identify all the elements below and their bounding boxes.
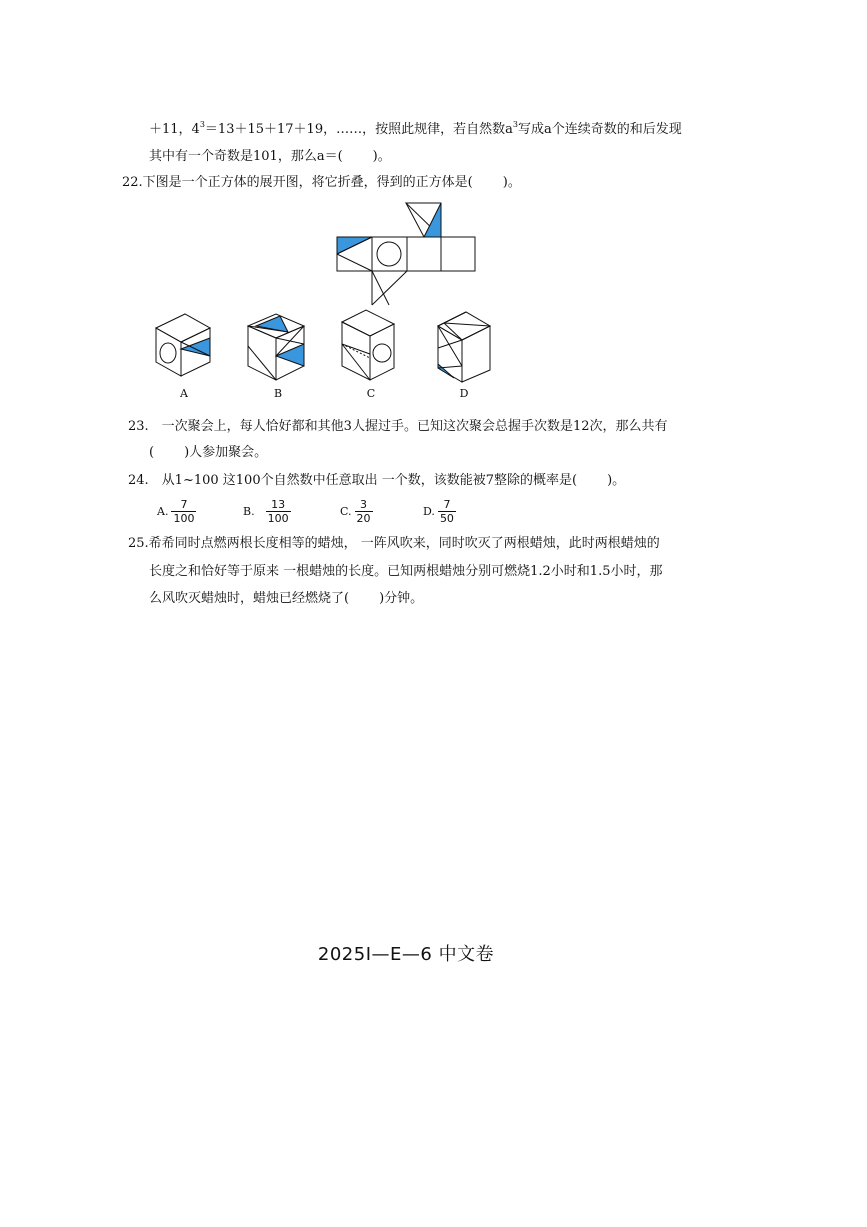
q24-option-c[interactable] bbox=[340, 498, 373, 525]
q21-exponent: 3 bbox=[512, 120, 518, 129]
q21-text: )。 bbox=[372, 149, 391, 164]
cube-option-c[interactable] bbox=[338, 308, 398, 378]
option-label: C. bbox=[340, 505, 352, 518]
cube-label-b: B bbox=[273, 387, 283, 400]
q24-option-d[interactable] bbox=[423, 498, 456, 525]
page-footer: 2025I—E—6 中文卷 bbox=[317, 944, 495, 965]
q22-question bbox=[122, 174, 521, 192]
q23-line2 bbox=[149, 444, 267, 462]
q22-text: 22.下图是一个正方体的展开图，将它折叠，得到的正方体是( bbox=[122, 175, 473, 190]
q21-line1 bbox=[149, 121, 682, 140]
q23-line1: 23. 一次聚会上，每人恰好都和其他3人握过手。已知这次聚会总握手次数是12次，那么共有 bbox=[128, 419, 668, 434]
option-label: A. bbox=[157, 505, 169, 518]
fraction bbox=[355, 498, 373, 525]
fraction bbox=[266, 498, 291, 525]
q21-text: 其中有一个奇数是101，那么a＝( bbox=[149, 149, 343, 164]
numerator: 13 bbox=[271, 498, 286, 511]
q21-line2 bbox=[149, 148, 391, 166]
numerator: 3 bbox=[360, 498, 368, 511]
q21-exponent: 3 bbox=[199, 120, 205, 129]
denominator: 100 bbox=[267, 512, 289, 525]
fraction bbox=[171, 498, 196, 525]
q23-text: ( bbox=[149, 445, 155, 460]
numerator: 7 bbox=[180, 498, 188, 511]
cube-label-c: C bbox=[366, 387, 376, 400]
q24-text: )。 bbox=[607, 473, 626, 488]
q25-text: )分钟。 bbox=[379, 591, 424, 606]
cube-option-b[interactable] bbox=[246, 312, 306, 382]
q25-line1: 25.希希同时点燃两根长度相等的蜡烛， 一阵风吹来，同时吹灭了两根蜡烛，此时两根蜡烛的 bbox=[128, 536, 660, 551]
cube-label-a: A bbox=[180, 387, 188, 400]
q25-line2: 长度之和恰好等于原来 一根蜡烛的长度。已知两根蜡烛分别可燃烧1.2小时和1.5小时，那 bbox=[149, 564, 663, 579]
q24-text: 24. 从1~100 这100个自然数中任意取出 一个数，该数能被7整除的概率是( bbox=[128, 473, 578, 488]
q22-text: )。 bbox=[502, 175, 521, 190]
fraction bbox=[438, 498, 456, 525]
q21-text: ＝13＋15＋17＋19，……，按照此规律，若自然数a bbox=[204, 122, 513, 137]
q24-option-a[interactable] bbox=[157, 498, 196, 525]
denominator: 100 bbox=[173, 512, 195, 525]
denominator: 50 bbox=[439, 512, 454, 525]
numerator: 7 bbox=[443, 498, 451, 511]
q25-line3 bbox=[149, 590, 423, 608]
q23-text: )人参加聚会。 bbox=[184, 445, 268, 460]
q24-option-b[interactable] bbox=[243, 498, 291, 525]
option-label: D. bbox=[423, 505, 435, 518]
q21-text: 写成a个连续奇数的和后发现 bbox=[517, 122, 682, 137]
cube-option-a[interactable] bbox=[152, 312, 212, 382]
cube-option-d[interactable] bbox=[434, 310, 494, 380]
q21-text: ＋11，4 bbox=[149, 122, 200, 137]
q25-text: 么风吹灭蜡烛时，蜡烛已经燃烧了( bbox=[149, 591, 350, 606]
denominator: 20 bbox=[356, 512, 371, 525]
q24-question bbox=[128, 472, 625, 490]
option-label: B. bbox=[243, 505, 255, 518]
cube-label-d: D bbox=[459, 387, 469, 400]
